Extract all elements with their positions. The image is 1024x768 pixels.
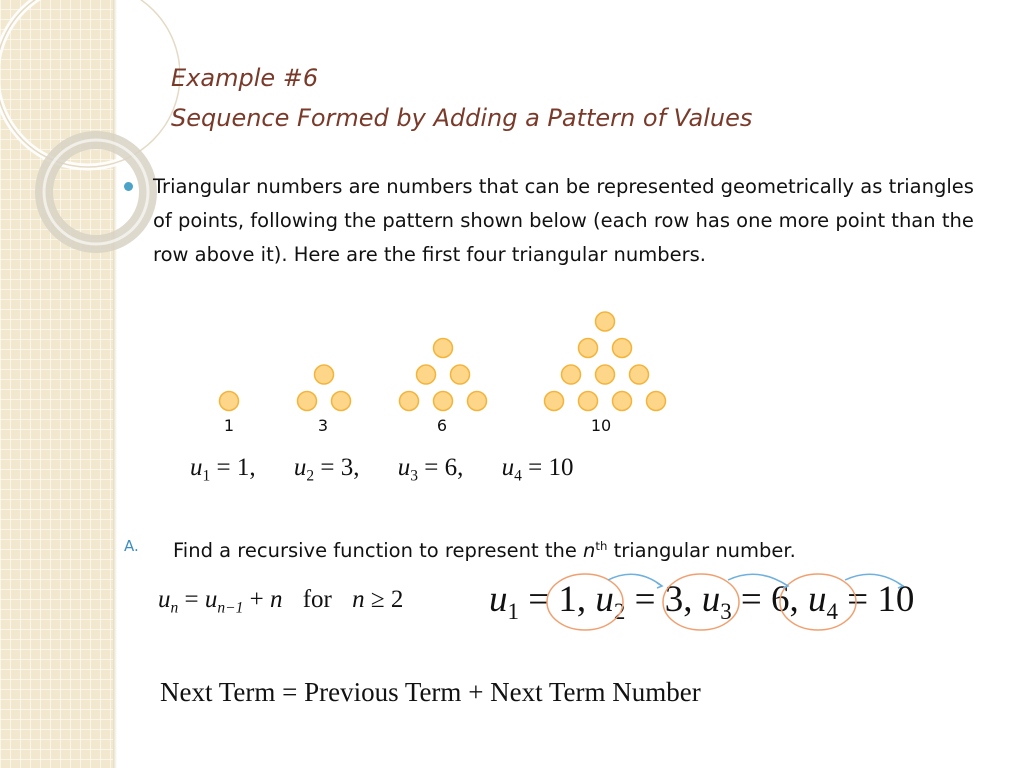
triangle-dot [647,392,666,411]
question-text: Find a recursive function to represent the $n^{th}$ triangular number. [173,539,796,563]
triangle-dot [451,365,470,384]
part-marker: A. [124,537,139,555]
triangle-dot [400,392,419,411]
triangle-dot [579,392,598,411]
triangle-dot [613,339,632,358]
triangle-label-3: 6 [436,416,448,435]
sequence-term-3: $u_3 = 6$, [397,454,464,485]
triangle-dot [434,339,453,358]
triangle-label-4: 10 [590,416,612,435]
triangle-dot [579,339,598,358]
triangle-dot [630,365,649,384]
triangle-dot [417,365,436,384]
triangle-dot [545,392,564,411]
big-term-1: $u_1 = 1$, [489,579,587,625]
triangle-dot [562,365,581,384]
triangle-dot [468,392,487,411]
sequence-values [190,454,605,485]
triangle-dot [596,312,615,331]
big-term-4: $u_4 = 10$ [808,579,915,625]
triangle-dot [596,365,615,384]
triangle-dot [315,365,334,384]
sequence-term-2: $u_2 = 3$, [293,454,360,485]
big-term-2: $u_2 = 3$, [595,579,693,625]
triangle-figure-4 [545,312,666,411]
triangle-dot [434,392,453,411]
sequence-term-4: $u_4 = 10$ [501,454,574,485]
triangle-figure-3 [400,339,487,411]
sequence-term-1: $u_1 = 1$, [190,454,256,485]
triangle-dot [613,392,632,411]
triangle-label-1: 1 [223,416,235,435]
triangle-label-2: 3 [317,416,329,435]
triangle-dot [332,392,351,411]
triangle-figure-2 [298,365,351,411]
highlighted-sequence [489,578,914,625]
recursive-formula: $u_n = u_{n-1} + n$ for n ≥ 2 [158,586,404,617]
bullet-paragraph: Triangular numbers are numbers that can be represented geometrically as triangles of points, following the pattern shown below (each row has one more point than the row above it). Here are the first four triangular numbers. [153,175,974,266]
triangle-dot [220,392,239,411]
triangle-dot [298,392,317,411]
title-line-2: Sequence Formed by Adding a Pattern of Values [171,104,753,132]
triangle-figure-1 [220,392,239,411]
big-term-3: $u_3 = 6$, [701,579,799,625]
word-equation: Next Term = Previous Term + Next Term Number [160,677,701,707]
title-line-1: Example #6 [171,64,319,92]
